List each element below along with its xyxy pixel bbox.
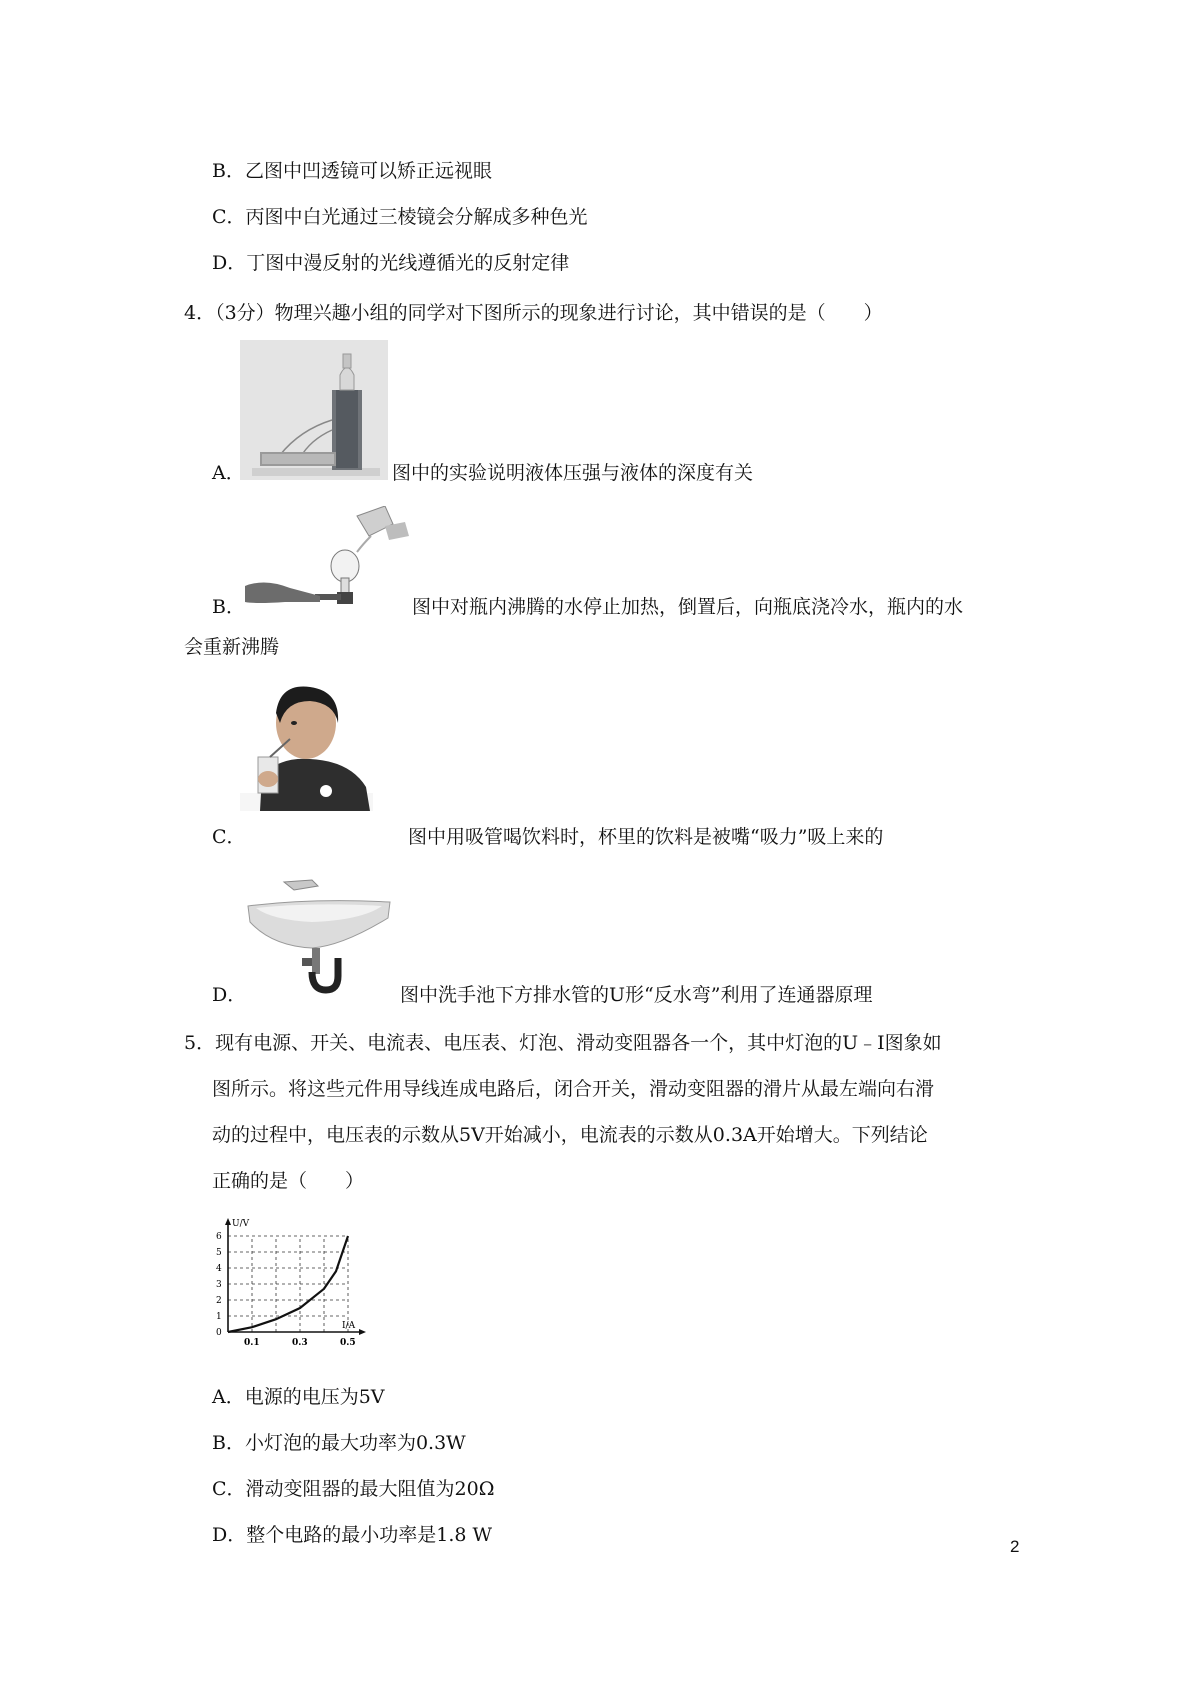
q5-stem-line-1: 5．现有电源、开关、电流表、电压表、灯泡、滑动变阻器各一个，其中灯泡的U﹣I图象如	[184, 1032, 942, 1054]
q4-figure-d-wash-basin-trap	[242, 872, 396, 994]
x-tick-label: 0.5	[340, 1338, 356, 1347]
chart-grid	[228, 1236, 348, 1332]
y-axis-label: U/V	[232, 1219, 250, 1229]
q5-stem-line-3: 动的过程中，电压表的示数从5V开始减小，电流表的示数从0.3A开始增大。下列结论	[212, 1124, 928, 1146]
q5-stem-line-4: 正确的是（ ）	[212, 1170, 365, 1192]
q3-option-d: D．丁图中漫反射的光线遵循光的反射定律	[212, 252, 570, 274]
q5-option-c: C．滑动变阻器的最大阻值为20Ω	[212, 1478, 495, 1500]
q5-option-d: D．整个电路的最小功率是1.8 W	[212, 1524, 493, 1546]
y-tick-label: 5	[216, 1248, 222, 1258]
q4-option-c-label: C．	[212, 826, 246, 848]
q4-option-a-text: 图中的实验说明液体压强与液体的深度有关	[392, 462, 754, 484]
y-tick-label: 6	[216, 1232, 222, 1242]
q3-option-c: C．丙图中白光通过三棱镜会分解成多种色光	[212, 206, 588, 228]
x-axis-arrow	[359, 1329, 366, 1335]
q4-option-b-text: 图中对瓶内沸腾的水停止加热，倒置后，向瓶底浇冷水，瓶内的水	[412, 596, 964, 618]
x-tick-label: 0.1	[244, 1338, 260, 1347]
y-tick-label: 2	[216, 1296, 222, 1306]
q4-option-b-label: B．	[212, 596, 245, 618]
q4-option-c-text: 图中用吸管喝饮料时，杯里的饮料是被嘴“吸力”吸上来的	[408, 826, 884, 848]
q4-figure-b-boiling-flask	[245, 506, 410, 608]
x-axis-label: I/A	[342, 1321, 356, 1331]
q4-figure-c-boy-drinking-straw	[240, 683, 373, 811]
q5-option-b: B．小灯泡的最大功率为0.3W	[212, 1432, 466, 1454]
page-number: 2	[1010, 1537, 1020, 1556]
q4-option-a-label: A．	[212, 462, 245, 484]
y-tick-label: 1	[216, 1312, 222, 1322]
q3-option-b: B．乙图中凹透镜可以矫正远视眼	[212, 160, 492, 182]
q5-stem-line-2: 图所示。将这些元件用导线连成电路后，闭合开关，滑动变阻器的滑片从最左端向右滑	[212, 1078, 935, 1100]
y-tick-label: 3	[216, 1280, 222, 1290]
q5-u-i-chart	[212, 1212, 372, 1347]
q4-option-d-label: D．	[212, 984, 247, 1006]
y-tick-label: 0	[216, 1328, 222, 1338]
q4-figure-a-pressure-experiment	[240, 340, 388, 480]
y-tick-label: 4	[216, 1264, 222, 1274]
q4-stem: 4．（3分）物理兴趣小组的同学对下图所示的现象进行讨论，其中错误的是（ ）	[184, 302, 883, 324]
y-axis-arrow	[225, 1218, 231, 1225]
q4-option-b-text-cont: 会重新沸腾	[184, 636, 280, 658]
q4-option-d-text: 图中洗手池下方排水管的U形“反水弯”利用了连通器原理	[400, 984, 873, 1006]
x-tick-label: 0.3	[292, 1338, 308, 1347]
q5-option-a: A．电源的电压为5V	[212, 1386, 385, 1408]
